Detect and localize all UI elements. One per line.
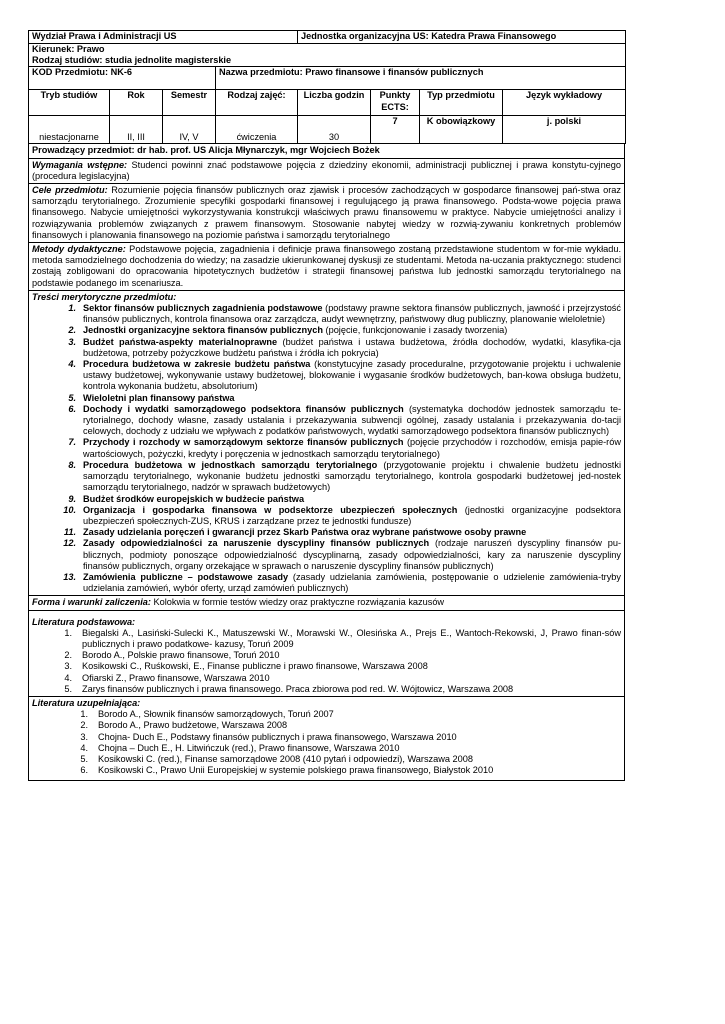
content-item-text xyxy=(83,505,621,527)
content-item-text xyxy=(83,460,621,494)
study-kind: Rodzaj studiów: studia jednolite magisterskie xyxy=(32,55,232,66)
content-item-text xyxy=(83,303,621,325)
basic-literature-item-text: Biegalski A., Lasiński-Sulecki K., Matuszewski W., Morawski W., Olesińska A., Prejs E., Wantoch-Rekowski, J, Prawo finan-sów publicznych i prawo podatkowe- kazusy, Toruń 2009 xyxy=(82,627,621,649)
basic-literature-item-text: Zarys finansów publicznych i prawa finansowego. Praca zbiorowa pod red. W. Wójtowicz, Warszawa 2008 xyxy=(82,683,514,694)
extra-literature-item-number: 3. xyxy=(80,731,88,742)
content-list xyxy=(32,303,621,594)
content-item-number: 8. xyxy=(68,459,76,470)
form-text: Kolokwia w formie testów wiedzy oraz praktyczne rozwiązania kazusów xyxy=(150,597,445,608)
extra-literature-item-text: Kosikowski C., Prawo Unii Europejskiej w systemie polskiego prawa finansowego, Białystok 2010 xyxy=(98,765,494,776)
requirements-text: Studenci powinni znać podstawowe pojęcia z dziedziny ekonomii, administracji publicznej i prawa konstytu-cyjnego (procedura legislacyjna) xyxy=(32,159,622,181)
form-section xyxy=(28,596,625,610)
subject-code: KOD Przedmiotu: NK-6 xyxy=(29,67,216,90)
extra-literature-item-number: 6. xyxy=(80,765,88,776)
content-item-title: Dochody i wydatki samorządowego podsektora finansów publicznych xyxy=(83,403,404,414)
content-item xyxy=(32,505,621,527)
grid-value-subject-type: K obowiązkowy xyxy=(420,116,503,144)
basic-literature-item xyxy=(32,684,621,695)
content-item-number: 3. xyxy=(68,336,76,347)
content-item-details: (budżet państwa i ustawa budżetowa, źródła dochodów, wydatki, klasyfika-cja budżetowa, potrzeby pożyczkowe budżetu państwa i źródła ich pokrycia) xyxy=(83,336,621,358)
content-item-text xyxy=(83,527,621,538)
content-item-text xyxy=(83,337,621,359)
content-item-title: Jednostki organizacyjne sektora finansów publicznych xyxy=(83,325,323,336)
direction-and-study-kind xyxy=(29,44,626,67)
extra-literature-item-number: 4. xyxy=(80,742,88,753)
content-item xyxy=(32,404,621,438)
basic-literature-item-text: Borodo A., Polskie prawo finansowe, Toruń 2010 xyxy=(82,650,280,661)
content-item-title: Budżet środków europejskich w budżecie państwa xyxy=(83,493,305,504)
extra-literature-item xyxy=(32,732,621,743)
goals-label: Cele przedmiotu: xyxy=(32,185,108,196)
subject-name: Nazwa przedmiotu: Prawo finansowe i finansów publicznych xyxy=(216,67,626,90)
content-item-details: (pojęcie przychodów i rozchodów, emisja papie-rów wartościowych, pożyczki, kredyty i poręczenia w jednostkach samorządu terytorialnego) xyxy=(83,437,621,459)
content-item-number: 6. xyxy=(68,403,76,414)
extra-literature-item xyxy=(32,765,621,776)
requirements-section xyxy=(28,159,625,184)
extra-literature-item xyxy=(32,720,621,731)
syllabus-document xyxy=(28,30,625,781)
content-section xyxy=(28,291,625,596)
content-item xyxy=(32,359,621,393)
basic-literature-item-number: 3. xyxy=(64,661,72,672)
grid-value-class-type: ćwiczenia xyxy=(216,116,298,144)
requirements-label: Wymagania wstępne: xyxy=(32,159,128,170)
goals-text: Rozumienie pojęcia finansów publicznych oraz zjawisk i procesów zachodzących w gospodarce finansowej pań-stwa oraz samorządu terytorialnego. Zrozumienie specyfiki gospodarki finansowej i regulującego ją prawa finansowego. Podsta-wowe pojęcia prawa finansowego. Nabycie umiejętności wykorzystywania konstrukcji właściwych prawu finansowemu w praktyce. Nabycie umiejętności analizy i rozwiązywania problemów związanych z prawem finansowym. Stosowanie nabytej wiedzy w rozwią-zywaniu konkretnych problemów finansowych i planowania finansowego na poziomie państwa i samorządu terytorialnego xyxy=(32,185,622,240)
extra-literature-item-text: Chojna – Duch E., H. Litwińczuk (red.), Prawo finansowe, Warszawa 2010 xyxy=(98,742,400,753)
content-item-title: Przychody i rozchody w samorządowym sektorze finansów publicznych xyxy=(83,437,404,448)
content-item-number: 13. xyxy=(63,571,76,582)
grid-value-semester: IV, V xyxy=(163,116,216,144)
basic-literature-item xyxy=(32,628,621,650)
extra-literature-item-text: Borodo A., Słownik finansów samorządowych, Toruń 2007 xyxy=(98,709,334,720)
grid-value-year: II, III xyxy=(110,116,163,144)
content-item-number: 9. xyxy=(68,493,76,504)
grid-header-year: Rok xyxy=(110,90,163,116)
content-item-number: 4. xyxy=(68,359,76,370)
content-item xyxy=(32,538,621,572)
content-item xyxy=(32,460,621,494)
content-item-title: Budżet państwa-aspekty materialnoprawne xyxy=(83,336,278,347)
content-item-title: Zasady odpowiedzialności za naruszenie dyscypliny finansów publicznych xyxy=(83,538,430,549)
content-item-text xyxy=(83,494,621,505)
content-item-text xyxy=(83,393,621,404)
extra-literature-item-number: 5. xyxy=(80,753,88,764)
extra-literature-item xyxy=(32,709,621,720)
content-item-details: (podstawy prawne sektora finansów publicznych, jawność i przejrzystość finansów publicznych, kontrola finansowa oraz zarządcza, audyt wewnętrzny, państwowy dług publiczny, planowanie wieloletnie) xyxy=(83,303,621,325)
grid-value-language: j. polski xyxy=(503,116,626,144)
direction: Kierunek: Prawo xyxy=(32,44,105,54)
content-item-title: Sektor finansów publicznych zagadnienia podstawowe xyxy=(83,303,323,314)
basic-literature-item xyxy=(32,661,621,672)
basic-literature-item-number: 5. xyxy=(64,683,72,694)
extra-literature-section xyxy=(28,697,625,781)
grid-value-study-mode: niestacjonarne xyxy=(29,116,110,144)
extra-literature-item xyxy=(32,743,621,754)
content-item-details: (przygotowanie projektu i chwalenie budżetu jednostki samorządu terytorialnego, wykonanie budżetu jednostki samorządu terytorialnego, kontrola gospodarki budżetowej jed-nostek samorządu terytorialnego, nadzór w sprawach budżetowych) xyxy=(83,459,621,493)
basic-literature-section xyxy=(28,611,625,697)
content-item xyxy=(32,527,621,538)
content-item-text xyxy=(83,359,621,393)
grid-header-study-mode: Tryb studiów xyxy=(29,90,110,116)
basic-literature-item-number: 4. xyxy=(64,672,72,683)
grid-header-ects: Punkty ECTS: xyxy=(371,90,420,116)
grid-value-ects: 7 xyxy=(371,116,420,144)
basic-literature-item-text: Ofiarski Z., Prawo finansowe, Warszawa 2010 xyxy=(82,672,270,683)
extra-literature-item-number: 2. xyxy=(80,720,88,731)
extra-literature-item-text: Kosikowski C. (red.), Finanse samorządowe 2008 (410 pytań i odpowiedzi), Warszawa 2008 xyxy=(98,753,473,764)
basic-literature-label: Literatura podstawowa: xyxy=(32,616,136,627)
content-label: Treści merytoryczne przedmiotu: xyxy=(32,291,177,302)
content-item-title: Procedura budżetowa w zakresie budżetu państwa xyxy=(83,359,311,370)
content-item xyxy=(32,325,621,336)
basic-literature-item-number: 2. xyxy=(64,650,72,661)
methods-section xyxy=(28,243,625,291)
content-item xyxy=(32,572,621,594)
content-item-number: 1. xyxy=(68,303,76,314)
grid-header-semester: Semestr xyxy=(163,90,216,116)
content-item-title: Wieloletni plan finansowy państwa xyxy=(83,392,235,403)
content-item-number: 12. xyxy=(63,538,76,549)
content-item xyxy=(32,494,621,505)
content-item-text xyxy=(83,538,621,572)
extra-literature-item xyxy=(32,754,621,765)
content-item-details: (rodzaje naruszeń dyscypliny finansów pu-blicznych, podmioty ponoszące odpowiedzialność dyscyplinarną, zasady odpowiedzialności, kary za naruszenie dyscypliny finansów publicznych, organy orzekające w sprawach o naruszenie dyscypliny finansów publicznych) xyxy=(83,538,621,571)
extra-literature-item-number: 1. xyxy=(80,709,88,720)
grid-header-language: Język wykładowy xyxy=(503,90,626,116)
grid-header-subject-type: Typ przedmiotu xyxy=(420,90,503,116)
content-item-number: 2. xyxy=(68,325,76,336)
content-item-text xyxy=(83,325,621,336)
content-item xyxy=(32,437,621,459)
content-item xyxy=(32,303,621,325)
basic-literature-item xyxy=(32,673,621,684)
header-table xyxy=(28,30,626,144)
goals-section xyxy=(28,184,625,243)
content-item-title: Procedura budżetowa w jednostkach samorządu terytorialnego xyxy=(83,459,378,470)
grid-value-hours: 30 xyxy=(298,116,371,144)
extra-literature-item-text: Borodo A., Prawo budżetowe, Warszawa 2008 xyxy=(98,720,288,731)
extra-literature-list xyxy=(32,709,621,776)
basic-literature-item xyxy=(32,650,621,661)
content-item-details: (pojęcie, funkcjonowanie i zasady tworzenia) xyxy=(322,325,508,336)
methods-text: Podstawowe pojęcia, zagadnienia i definicje prawa finansowego zostaną przedstawione studentom w for-mie wykładu. metoda samodzielnego dochodzenia do wiedzy; na zasadzie ukierunkowanej dyskusji ze studentami. Metoda na-uczania praktycznego: studenci zostają zobligowani do opracowania hipotetycznych budżetów i strategii finansowej państwa lub jednostki samorządu terytorialnego na podstawie podanego im scenariusza. xyxy=(32,244,621,288)
lecturer-row: Prowadzący przedmiot: dr hab. prof. US Alicja Młynarczyk, mgr Wojciech Bożek xyxy=(28,144,625,158)
content-item-details: (systematyka dochodów jednostek samorządu te-rytorialnego, dochody własne, zasady ustalania i przekazywania subwencji ogólnej, zasady ustalania i przekazywania do-tacji celowych, dochody z udziału we wpływach z podatków państwowych, wydatki samorządowego podsektora finansów publicznych) xyxy=(83,403,622,437)
content-item xyxy=(32,337,621,359)
content-item-title: Zasady udzielania poręczeń i gwarancji przez Skarb Państwa oraz wybrane państwowe osoby prawne xyxy=(83,527,527,538)
content-item-number: 7. xyxy=(68,437,76,448)
grid-header-hours: Liczba godzin xyxy=(298,90,371,116)
content-item-details: (konstytucyjne zasady proceduralne, przygotowanie projektu i uchwalenie ustawy budżetowej, wykonywanie ustawy budżetowej, blokowanie i wygasanie środków budżetowych, ban-kowa obsługa budżetu, kontrola wykonania budżetu, absolutorium) xyxy=(83,359,621,392)
content-item-text xyxy=(83,572,621,594)
faculty-name: Wydział Prawa i Administracji US xyxy=(29,31,298,44)
basic-literature-item-number: 1. xyxy=(64,627,72,638)
content-item-details: (jednostki organizacyjne podsektora ubezpieczeń społecznych-ZUS, KRUS i zarządzane przez te jednostki fundusze) xyxy=(83,504,621,526)
content-item-title: Zamówienia publiczne – podstawowe zasady xyxy=(83,571,289,582)
content-item-number: 5. xyxy=(68,392,76,403)
basic-literature-item-text: Kosikowski C., Ruśkowski, E., Finanse publiczne i prawo finansowe, Warszawa 2008 xyxy=(82,661,428,672)
content-item-number: 11. xyxy=(63,527,76,538)
extra-literature-item-text: Chojna- Duch E., Podstawy finansów publicznych i prawa finansowego, Warszawa 2010 xyxy=(98,731,457,742)
content-item-number: 10. xyxy=(63,504,76,515)
content-item-details: (zasady udzielania zamówienia, postępowanie o udzielenie zamówienia-tryby udzielania zamówień, wybór oferty, urząd zamówień publicznych) xyxy=(83,571,622,594)
extra-literature-label: Literatura uzupełniająca: xyxy=(32,697,141,708)
content-item-text xyxy=(83,404,621,438)
form-label: Forma i warunki zaliczenia: xyxy=(32,597,151,608)
content-item-title: Organizacja i gospodarka finansowa w podsektorze ubezpieczeń społecznych xyxy=(83,504,458,515)
methods-label: Metody dydaktyczne: xyxy=(32,244,126,255)
basic-literature-list xyxy=(32,628,621,695)
grid-header-class-type: Rodzaj zajęć: xyxy=(216,90,298,116)
organizational-unit: Jednostka organizacyjna US: Katedra Prawa Finansowego xyxy=(298,31,626,44)
content-item-text xyxy=(83,437,621,459)
content-item xyxy=(32,393,621,404)
